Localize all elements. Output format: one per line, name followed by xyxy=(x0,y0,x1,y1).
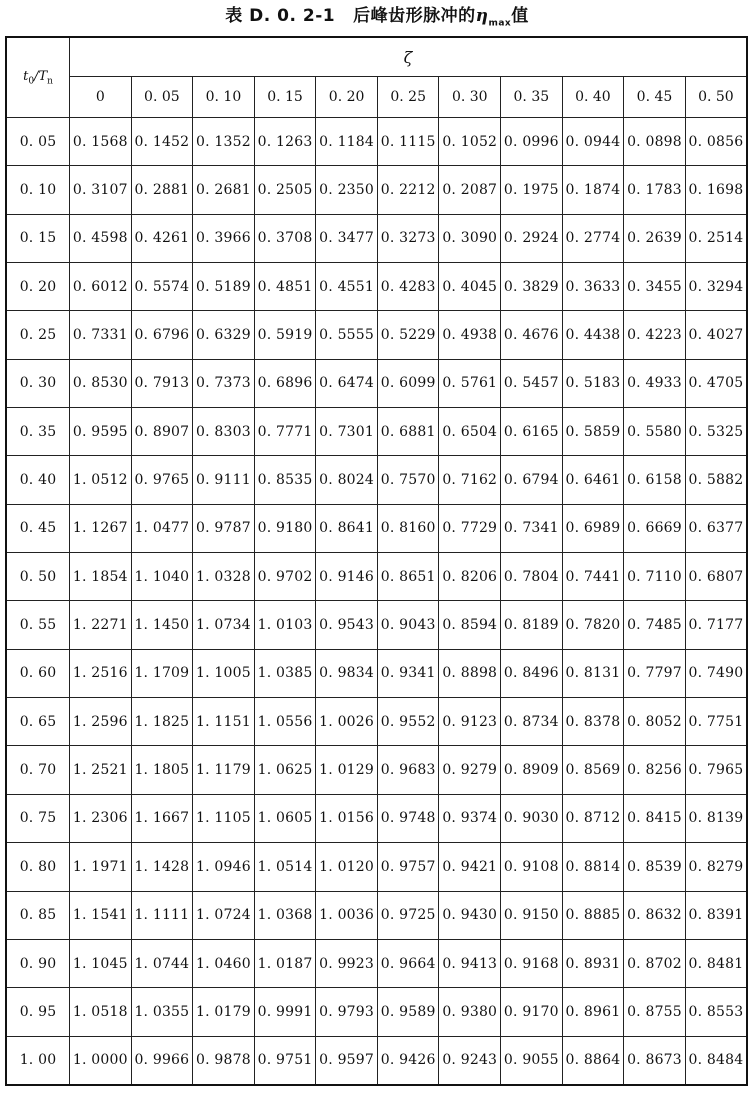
table-cell: 0. 3633 xyxy=(562,263,624,311)
table-row xyxy=(6,698,747,746)
table-cell: 0. 8641 xyxy=(316,504,378,552)
table-cell: 0. 9878 xyxy=(193,1036,255,1085)
table-cell: 0. 4851 xyxy=(254,263,316,311)
table-cell: 0. 8961 xyxy=(562,988,624,1036)
table-cell: 0. 7162 xyxy=(439,456,501,504)
table-cell: 0. 8189 xyxy=(501,601,563,649)
table-cell: 0. 7729 xyxy=(439,504,501,552)
table-cell: 0. 0898 xyxy=(624,118,686,166)
table-cell: 0. 8755 xyxy=(624,988,686,1036)
table-row xyxy=(6,794,747,842)
table-cell: 0. 7485 xyxy=(624,601,686,649)
table-cell: 0. 9793 xyxy=(316,988,378,1036)
column-header: 0. 05 xyxy=(131,77,193,118)
table-cell: 0. 4676 xyxy=(501,311,563,359)
table-cell: 0. 9751 xyxy=(254,1036,316,1085)
table-cell: 1. 1267 xyxy=(70,504,132,552)
table-cell: 0. 8553 xyxy=(685,988,747,1036)
table-cell: 0. 3090 xyxy=(439,214,501,262)
table-cell: 0. 7751 xyxy=(685,698,747,746)
table-cell: 0. 6504 xyxy=(439,408,501,456)
table-row xyxy=(6,359,747,407)
table-row xyxy=(6,408,747,456)
table-cell: 0. 6794 xyxy=(501,456,563,504)
table-cell: 0. 9168 xyxy=(501,939,563,987)
table-cell: 0. 5574 xyxy=(131,263,193,311)
table-cell: 0. 5761 xyxy=(439,359,501,407)
table-cell: 0. 9146 xyxy=(316,553,378,601)
table-cell: 0. 3708 xyxy=(254,214,316,262)
table-number: 表 D. 0. 2-1 xyxy=(225,6,336,26)
row-label: 0. 25 xyxy=(6,311,70,359)
table-cell: 0. 5919 xyxy=(254,311,316,359)
row-label: 0. 95 xyxy=(6,988,70,1036)
table-cell: 0. 9552 xyxy=(377,698,439,746)
column-header: 0. 40 xyxy=(562,77,624,118)
table-cell: 1. 1667 xyxy=(131,794,193,842)
table-cell: 0. 1263 xyxy=(254,118,316,166)
row-label: 0. 85 xyxy=(6,891,70,939)
table-cell: 0. 3477 xyxy=(316,214,378,262)
row-label: 1. 00 xyxy=(6,1036,70,1085)
table-cell: 0. 8415 xyxy=(624,794,686,842)
table-cell: 0. 2212 xyxy=(377,166,439,214)
table-cell: 0. 5325 xyxy=(685,408,747,456)
table-cell: 0. 7570 xyxy=(377,456,439,504)
table-cell: 1. 0946 xyxy=(193,843,255,891)
title-text: 后峰齿形脉冲的 xyxy=(353,6,476,26)
row-label: 0. 10 xyxy=(6,166,70,214)
table-cell: 1. 2521 xyxy=(70,746,132,794)
table-cell: 1. 0120 xyxy=(316,843,378,891)
table-cell: 0. 9279 xyxy=(439,746,501,794)
table-cell: 1. 0129 xyxy=(316,746,378,794)
row-label: 0. 20 xyxy=(6,263,70,311)
table-row xyxy=(6,988,747,1036)
column-header: 0. 25 xyxy=(377,77,439,118)
table-cell: 1. 0625 xyxy=(254,746,316,794)
table-cell: 0. 8909 xyxy=(501,746,563,794)
table-cell: 0. 8814 xyxy=(562,843,624,891)
table-cell: 0. 2505 xyxy=(254,166,316,214)
table-cell: 0. 8632 xyxy=(624,891,686,939)
table-cell: 0. 8539 xyxy=(624,843,686,891)
table-cell: 0. 9108 xyxy=(501,843,563,891)
table-cell: 1. 0368 xyxy=(254,891,316,939)
table-cell: 0. 9413 xyxy=(439,939,501,987)
table-row xyxy=(6,311,747,359)
column-header: 0. 20 xyxy=(316,77,378,118)
table-cell: 1. 1005 xyxy=(193,649,255,697)
table-cell: 0. 9543 xyxy=(316,601,378,649)
table-cell: 0. 1052 xyxy=(439,118,501,166)
table-cell: 0. 8594 xyxy=(439,601,501,649)
table-cell: 0. 8131 xyxy=(562,649,624,697)
table-cell: 1. 0103 xyxy=(254,601,316,649)
table-cell: 0. 7331 xyxy=(70,311,132,359)
table-cell: 0. 1115 xyxy=(377,118,439,166)
table-cell: 0. 8569 xyxy=(562,746,624,794)
table-cell: 0. 9748 xyxy=(377,794,439,842)
table-cell: 1. 0512 xyxy=(70,456,132,504)
table-cell: 0. 7490 xyxy=(685,649,747,697)
table-cell: 0. 9595 xyxy=(70,408,132,456)
table-cell: 0. 8907 xyxy=(131,408,193,456)
table-cell: 0. 8898 xyxy=(439,649,501,697)
table-cell: 0. 6796 xyxy=(131,311,193,359)
table-cell: 0. 7341 xyxy=(501,504,563,552)
table-cell: 1. 1151 xyxy=(193,698,255,746)
table-cell: 1. 2306 xyxy=(70,794,132,842)
table-cell: 0. 5229 xyxy=(377,311,439,359)
table-cell: 0. 7373 xyxy=(193,359,255,407)
table-cell: 1. 0385 xyxy=(254,649,316,697)
table-cell: 1. 2596 xyxy=(70,698,132,746)
row-axis-label: $t_0/T_n$ xyxy=(6,37,70,118)
table-cell: 0. 1352 xyxy=(193,118,255,166)
table-cell: 0. 5882 xyxy=(685,456,747,504)
table-cell: 0. 6896 xyxy=(254,359,316,407)
table-cell: 0. 9043 xyxy=(377,601,439,649)
table-cell: 1. 0000 xyxy=(70,1036,132,1085)
table-row xyxy=(6,166,747,214)
table-cell: 0. 6099 xyxy=(377,359,439,407)
table-cell: 0. 4223 xyxy=(624,311,686,359)
table-cell: 0. 9787 xyxy=(193,504,255,552)
table-cell: 1. 1805 xyxy=(131,746,193,794)
row-label: 0. 60 xyxy=(6,649,70,697)
table-cell: 1. 0734 xyxy=(193,601,255,649)
column-header: 0 xyxy=(70,77,132,118)
table-cell: 0. 9597 xyxy=(316,1036,378,1085)
table-cell: 1. 1541 xyxy=(70,891,132,939)
row-label: 0. 30 xyxy=(6,359,70,407)
table-cell: 0. 7771 xyxy=(254,408,316,456)
column-header: 0. 30 xyxy=(439,77,501,118)
column-header: 0. 35 xyxy=(501,77,563,118)
row-label: 0. 05 xyxy=(6,118,70,166)
table-cell: 0. 6807 xyxy=(685,553,747,601)
row-label: 0. 40 xyxy=(6,456,70,504)
table-cell: 0. 9991 xyxy=(254,988,316,1036)
table-cell: 0. 7804 xyxy=(501,553,563,601)
table-cell: 0. 8481 xyxy=(685,939,747,987)
table-cell: 0. 9243 xyxy=(439,1036,501,1085)
table-cell: 0. 5189 xyxy=(193,263,255,311)
table-cell: 0. 6158 xyxy=(624,456,686,504)
table-cell: 0. 2924 xyxy=(501,214,563,262)
table-cell: 0. 3829 xyxy=(501,263,563,311)
table-cell: 1. 0328 xyxy=(193,553,255,601)
table-cell: 0. 9702 xyxy=(254,553,316,601)
table-cell: 0. 4551 xyxy=(316,263,378,311)
table-cell: 0. 4598 xyxy=(70,214,132,262)
table-row xyxy=(6,939,747,987)
table-cell: 0. 7797 xyxy=(624,649,686,697)
table-cell: 1. 0187 xyxy=(254,939,316,987)
table-cell: 1. 0744 xyxy=(131,939,193,987)
row-label: 0. 75 xyxy=(6,794,70,842)
table-cell: 0. 9430 xyxy=(439,891,501,939)
table-cell: 0. 6989 xyxy=(562,504,624,552)
eta-subscript: max xyxy=(488,18,512,29)
table-cell: 0. 8256 xyxy=(624,746,686,794)
table-cell: 1. 0605 xyxy=(254,794,316,842)
table-cell: 0. 8160 xyxy=(377,504,439,552)
table-row xyxy=(6,601,747,649)
table-cell: 1. 2271 xyxy=(70,601,132,649)
table-cell: 0. 1698 xyxy=(685,166,747,214)
table-cell: 0. 6881 xyxy=(377,408,439,456)
table-cell: 0. 1184 xyxy=(316,118,378,166)
table-cell: 0. 5183 xyxy=(562,359,624,407)
table-cell: 0. 8139 xyxy=(685,794,747,842)
table-cell: 1. 1111 xyxy=(131,891,193,939)
column-header: 0. 15 xyxy=(254,77,316,118)
table-cell: 0. 7820 xyxy=(562,601,624,649)
table-cell: 1. 0026 xyxy=(316,698,378,746)
table-cell: 0. 9111 xyxy=(193,456,255,504)
table-row xyxy=(6,214,747,262)
table-cell: 1. 0477 xyxy=(131,504,193,552)
table-cell: 1. 1825 xyxy=(131,698,193,746)
table-cell: 0. 8673 xyxy=(624,1036,686,1085)
table-cell: 0. 6461 xyxy=(562,456,624,504)
table-cell: 0. 9966 xyxy=(131,1036,193,1085)
table-cell: 1. 0156 xyxy=(316,794,378,842)
table-cell: 0. 0996 xyxy=(501,118,563,166)
table-cell: 0. 8702 xyxy=(624,939,686,987)
table-cell: 0. 6377 xyxy=(685,504,747,552)
table-cell: 0. 8206 xyxy=(439,553,501,601)
table-cell: 0. 8484 xyxy=(685,1036,747,1085)
table-cell: 0. 8864 xyxy=(562,1036,624,1085)
column-header: 0. 10 xyxy=(193,77,255,118)
row-label: 0. 45 xyxy=(6,504,70,552)
table-cell: 1. 1971 xyxy=(70,843,132,891)
table-cell: 1. 1450 xyxy=(131,601,193,649)
table-cell: 1. 1105 xyxy=(193,794,255,842)
table-cell: 0. 1783 xyxy=(624,166,686,214)
table-row xyxy=(6,843,747,891)
table-cell: 0. 9170 xyxy=(501,988,563,1036)
table-cell: 1. 1179 xyxy=(193,746,255,794)
table-cell: 0. 8391 xyxy=(685,891,747,939)
table-cell: 0. 6474 xyxy=(316,359,378,407)
table-cell: 0. 2881 xyxy=(131,166,193,214)
table-cell: 0. 6012 xyxy=(70,263,132,311)
table-cell: 0. 7965 xyxy=(685,746,747,794)
table-cell: 0. 7913 xyxy=(131,359,193,407)
table-cell: 0. 9426 xyxy=(377,1036,439,1085)
table-cell: 1. 0724 xyxy=(193,891,255,939)
table-row xyxy=(6,456,747,504)
table-cell: 1. 0518 xyxy=(70,988,132,1036)
table-cell: 0. 8052 xyxy=(624,698,686,746)
table-cell: 0. 9150 xyxy=(501,891,563,939)
table-cell: 0. 2639 xyxy=(624,214,686,262)
table-cell: 0. 4705 xyxy=(685,359,747,407)
table-row xyxy=(6,504,747,552)
table-cell: 0. 8651 xyxy=(377,553,439,601)
table-row xyxy=(6,746,747,794)
table-cell: 0. 8496 xyxy=(501,649,563,697)
table-cell: 0. 3273 xyxy=(377,214,439,262)
table-cell: 0. 9683 xyxy=(377,746,439,794)
zeta-header: ζ xyxy=(70,37,748,77)
table-cell: 0. 9055 xyxy=(501,1036,563,1085)
row-label: 0. 70 xyxy=(6,746,70,794)
table-cell: 0. 9341 xyxy=(377,649,439,697)
table-cell: 0. 3107 xyxy=(70,166,132,214)
table-cell: 0. 8885 xyxy=(562,891,624,939)
table-cell: 0. 1874 xyxy=(562,166,624,214)
table-cell: 0. 9380 xyxy=(439,988,501,1036)
table-cell: 0. 0856 xyxy=(685,118,747,166)
table-cell: 0. 8535 xyxy=(254,456,316,504)
table-cell: 1. 2516 xyxy=(70,649,132,697)
table-cell: 0. 7177 xyxy=(685,601,747,649)
table-cell: 0. 7441 xyxy=(562,553,624,601)
table-cell: 0. 3966 xyxy=(193,214,255,262)
table-cell: 0. 3294 xyxy=(685,263,747,311)
row-label: 0. 65 xyxy=(6,698,70,746)
table-cell: 0. 4027 xyxy=(685,311,747,359)
table-cell: 0. 5457 xyxy=(501,359,563,407)
table-cell: 0. 4045 xyxy=(439,263,501,311)
table-cell: 0. 4938 xyxy=(439,311,501,359)
table-cell: 0. 9725 xyxy=(377,891,439,939)
table-cell: 0. 8712 xyxy=(562,794,624,842)
table-cell: 0. 4933 xyxy=(624,359,686,407)
table-cell: 1. 1428 xyxy=(131,843,193,891)
table-cell: 0. 8279 xyxy=(685,843,747,891)
table-cell: 0. 9757 xyxy=(377,843,439,891)
table-cell: 1. 1709 xyxy=(131,649,193,697)
row-label: 0. 90 xyxy=(6,939,70,987)
table-row xyxy=(6,1036,747,1085)
table-cell: 0. 1568 xyxy=(70,118,132,166)
table-cell: 0. 3455 xyxy=(624,263,686,311)
table-cell: 0. 9180 xyxy=(254,504,316,552)
table-cell: 0. 1975 xyxy=(501,166,563,214)
row-label: 0. 35 xyxy=(6,408,70,456)
table-cell: 1. 1854 xyxy=(70,553,132,601)
table-cell: 1. 1045 xyxy=(70,939,132,987)
table-cell: 0. 4438 xyxy=(562,311,624,359)
table-cell: 0. 7301 xyxy=(316,408,378,456)
table-cell: 0. 2514 xyxy=(685,214,747,262)
table-cell: 1. 0556 xyxy=(254,698,316,746)
table-row xyxy=(6,891,747,939)
table-cell: 0. 7110 xyxy=(624,553,686,601)
table-cell: 1. 0460 xyxy=(193,939,255,987)
table-cell: 0. 5580 xyxy=(624,408,686,456)
table-row xyxy=(6,553,747,601)
table-cell: 0. 9421 xyxy=(439,843,501,891)
row-label: 0. 50 xyxy=(6,553,70,601)
table-cell: 0. 9923 xyxy=(316,939,378,987)
table-cell: 0. 6669 xyxy=(624,504,686,552)
table-cell: 0. 6165 xyxy=(501,408,563,456)
table-cell: 0. 9765 xyxy=(131,456,193,504)
table-cell: 0. 9589 xyxy=(377,988,439,1036)
row-label: 0. 80 xyxy=(6,843,70,891)
table-row xyxy=(6,649,747,697)
column-header: 0. 50 xyxy=(685,77,747,118)
eta-max-table xyxy=(5,36,748,1086)
table-row xyxy=(6,263,747,311)
table-cell: 0. 2774 xyxy=(562,214,624,262)
table-cell: 0. 2350 xyxy=(316,166,378,214)
table-cell: 0. 2087 xyxy=(439,166,501,214)
table-cell: 0. 8024 xyxy=(316,456,378,504)
table-cell: 0. 4283 xyxy=(377,263,439,311)
table-cell: 0. 8303 xyxy=(193,408,255,456)
table-cell: 0. 9834 xyxy=(316,649,378,697)
table-cell: 0. 5555 xyxy=(316,311,378,359)
table-cell: 0. 0944 xyxy=(562,118,624,166)
table-cell: 1. 0036 xyxy=(316,891,378,939)
table-cell: 0. 8530 xyxy=(70,359,132,407)
table-cell: 0. 6329 xyxy=(193,311,255,359)
table-cell: 0. 8734 xyxy=(501,698,563,746)
table-cell: 0. 8378 xyxy=(562,698,624,746)
table-cell: 1. 0179 xyxy=(193,988,255,1036)
table-cell: 1. 0514 xyxy=(254,843,316,891)
table-cell: 0. 8931 xyxy=(562,939,624,987)
table-title xyxy=(0,0,754,32)
table-cell: 0. 9664 xyxy=(377,939,439,987)
eta-symbol: η xyxy=(475,6,489,26)
table-cell: 0. 2681 xyxy=(193,166,255,214)
table-cell: 0. 9123 xyxy=(439,698,501,746)
table-cell: 0. 1452 xyxy=(131,118,193,166)
table-row xyxy=(6,118,747,166)
row-label: 0. 55 xyxy=(6,601,70,649)
table-cell: 1. 1040 xyxy=(131,553,193,601)
table-cell: 0. 5859 xyxy=(562,408,624,456)
table-cell: 0. 4261 xyxy=(131,214,193,262)
table-cell: 0. 9030 xyxy=(501,794,563,842)
column-header: 0. 45 xyxy=(624,77,686,118)
table-cell: 1. 0355 xyxy=(131,988,193,1036)
title-suffix: 值 xyxy=(511,6,529,26)
row-label: 0. 15 xyxy=(6,214,70,262)
table-cell: 0. 9374 xyxy=(439,794,501,842)
